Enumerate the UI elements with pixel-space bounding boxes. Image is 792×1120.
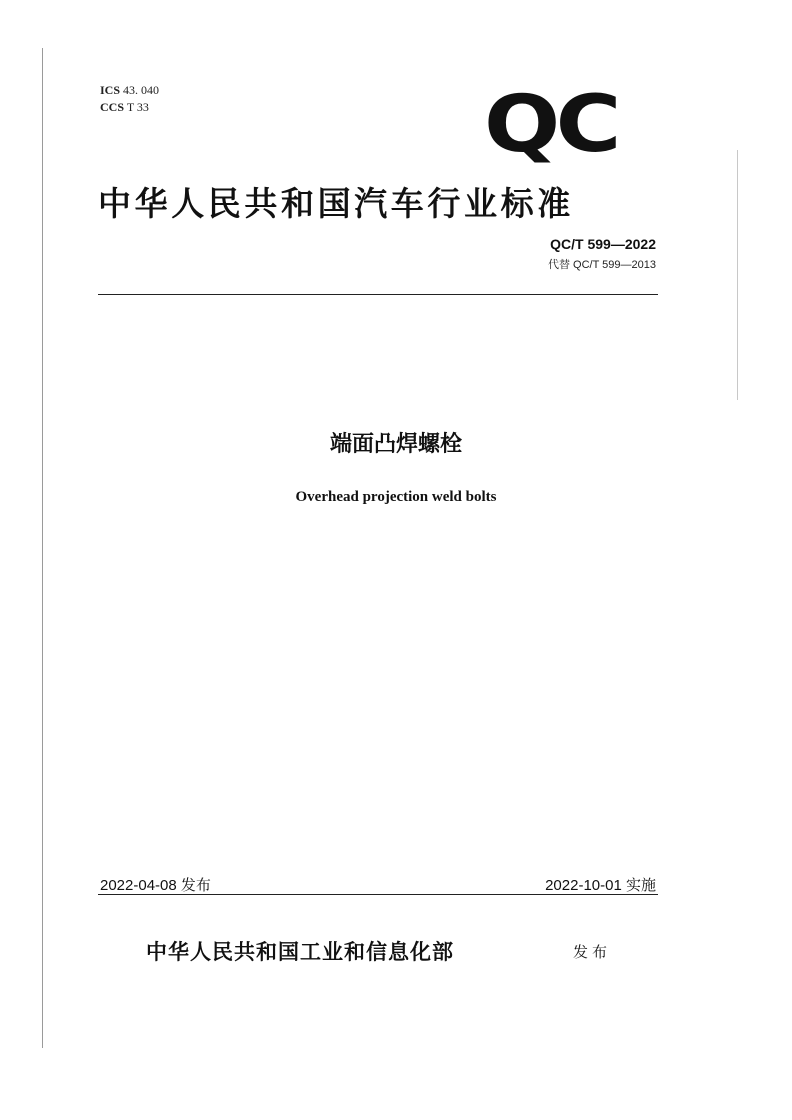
ccs-label: CCS [100,100,125,114]
ccs-value: T 33 [126,100,149,114]
publisher-name: 中华人民共和国工业和信息化部 [146,940,454,964]
top-divider [98,294,658,295]
standard-number: QC/T 599—2022 [550,236,656,252]
replaces-standard: 代替 QC/T 599—2013 [547,259,656,271]
document-title-chinese: 端面凸焊螺栓 [329,432,462,457]
ics-label: ICS [100,83,121,97]
issue-date: 2022-04-08 发布 [100,877,211,894]
ics-value: 43. 040 [123,83,160,97]
ics-code [100,82,159,99]
classification-codes [100,82,159,116]
document-title-english: Overhead projection weld bolts [295,489,497,505]
implementation-date: 2022-10-01 实施 [545,877,656,894]
qc-logo: QC [484,80,617,170]
standard-category-title: 中华人民共和国汽车行业标准 [98,184,574,223]
publish-label: 发布 [573,943,612,961]
ccs-code [100,99,159,116]
scan-binding-line [42,48,43,1048]
bottom-divider [98,894,658,895]
scan-edge-line [737,150,738,400]
